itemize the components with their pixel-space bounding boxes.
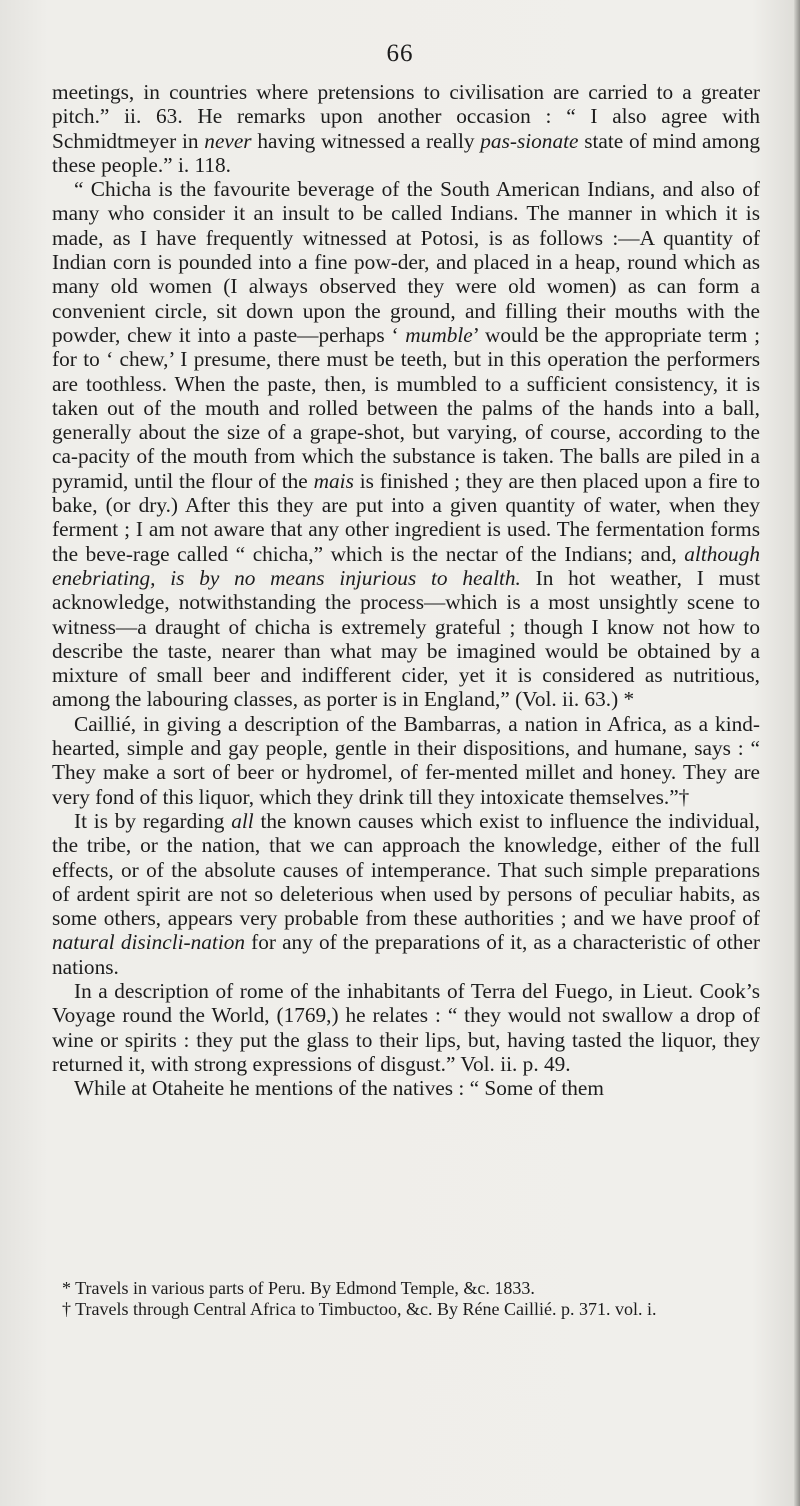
p1-text-2: having witnessed a really [251, 128, 481, 153]
p3-text-0: Caillié, in giving a description of the Bambarras, a nation in Africa, as a kind-hearted, simple and gay people, gentle in their dispositions, and humane, says : “ They make a sort of beer or hydromel, of fer-mented millet and honey. They are very fond of this liquor, which they drink till they intoxicate themselves.”† [52, 711, 760, 809]
p1-text-1: never [204, 128, 252, 153]
p2-text-6: In hot weather, I must acknowledge, notwithstanding the process—which is a most unsightly scene to witness—a draught of chicha is extremely grateful ; though I know not how to describe the taste, nearer than what may be imagined would be obtained by a mixture of small beer and indifferent cider, yet it is considered as nutritious, among the labouring classes, as porter is in England,” (Vol. ii. 63.) * [52, 565, 761, 712]
p2-text-4: is finished ; they are then placed upon a fire to bake, (or dry.) After this they are put into a given quantity of water, when they ferment ; I am not aware that any other ingredient is used. The fermentation forms the beve-rage called “ chicha,” which is the nectar of the Indians; and, [52, 468, 760, 566]
p2-text-1: mumble [405, 322, 473, 347]
body-text [52, 80, 760, 1100]
p4-text-0: It is by regarding [74, 808, 232, 833]
paragraph-3 [52, 712, 760, 809]
p1-text-0: meetings, in countries where pretensions to civilisation are carried to a greater pitch.” ii. 63. He remarks upon another occasion : “ I also agree with Schmidtmeyer in [52, 80, 760, 153]
page-edge-shadow [794, 0, 800, 1506]
p2-text-5: although enebriating, is by no means injurious to health. [52, 541, 760, 590]
p2-text-0: “ Chicha is the favourite beverage of the South American Indians, and also of many who consider it an insult to be called Indians. The manner in which it is made, as I have frequently witnessed at Potosi, is as follows :—A quantity of Indian corn is pounded into a fine pow-der, and placed in a heap, round which as many old women (I always observed they were old women) as can form a convenient circle, sit down upon the ground, and filling their mouths with the powder, chew it into a paste—perhaps ‘ [52, 177, 760, 347]
p4-text-4: for any of the preparations of it, as a characteristic of other nations. [52, 930, 760, 979]
p5-text-0: In a description of rome of the inhabitants of Terra del Fuego, in Lieut. Cook’s Voyage round the World, (1769,) he relates : “ they would not swallow a drop of wine or spirits : they put the glass to their lips, but, having tasted the liquor, they returned it, with strong expressions of disgust.” Vol. ii. p. 49. [52, 978, 760, 1076]
p4-text-1: all [231, 808, 254, 833]
footnote-1: * Travels in various parts of Peru. By Edmond Temple, &c. 1833. [62, 1278, 535, 1298]
p1-text-4: state of mind among these people.” i. 118. [52, 128, 761, 177]
page-number: 66 [386, 40, 414, 67]
p2-text-3: mais [313, 468, 354, 493]
paragraph-5 [52, 979, 760, 1076]
paragraph-1 [52, 80, 760, 177]
p1-text-3: pas-sionate [480, 128, 579, 153]
p2-text-2: ’ would be the appropriate term ; for to ‘ chew,’ I presume, there must be teeth, but in this operation the performers are toothless. When the paste, then, is mumbled to a sufficient consistency, it is taken out of the mouth and rolled between the palms of the hands into a ball, generally about the size of a grape-shot, but varying, of course, according to the ca-pacity of the mouth from which the substance is taken. The balls are piled in a pyramid, until the flour of the [52, 322, 760, 493]
p4-text-3: natural disincli-nation [52, 930, 246, 955]
p4-text-2: the known causes which exist to influence the individual, the tribe, or the nation, that we can approach the knowledge, either of the full effects, or of the absolute causes of intemperance. That such simple preparations of ardent spirit are not so deleterious when used by persons of peculiar habits, as some others, appears very probable from these authorities ; and we have proof of [52, 808, 760, 931]
paragraph-4 [52, 809, 760, 979]
paragraph-6 [52, 1076, 760, 1100]
footnote-2: † Travels through Central Africa to Timbuctoo, &c. By Réne Caillié. p. 371. vol. i. [62, 1299, 657, 1319]
p6-text-0: While at Otaheite he mentions of the natives : “ Some of them [74, 1076, 604, 1101]
footnotes [52, 1278, 760, 1320]
paragraph-2 [52, 177, 760, 712]
